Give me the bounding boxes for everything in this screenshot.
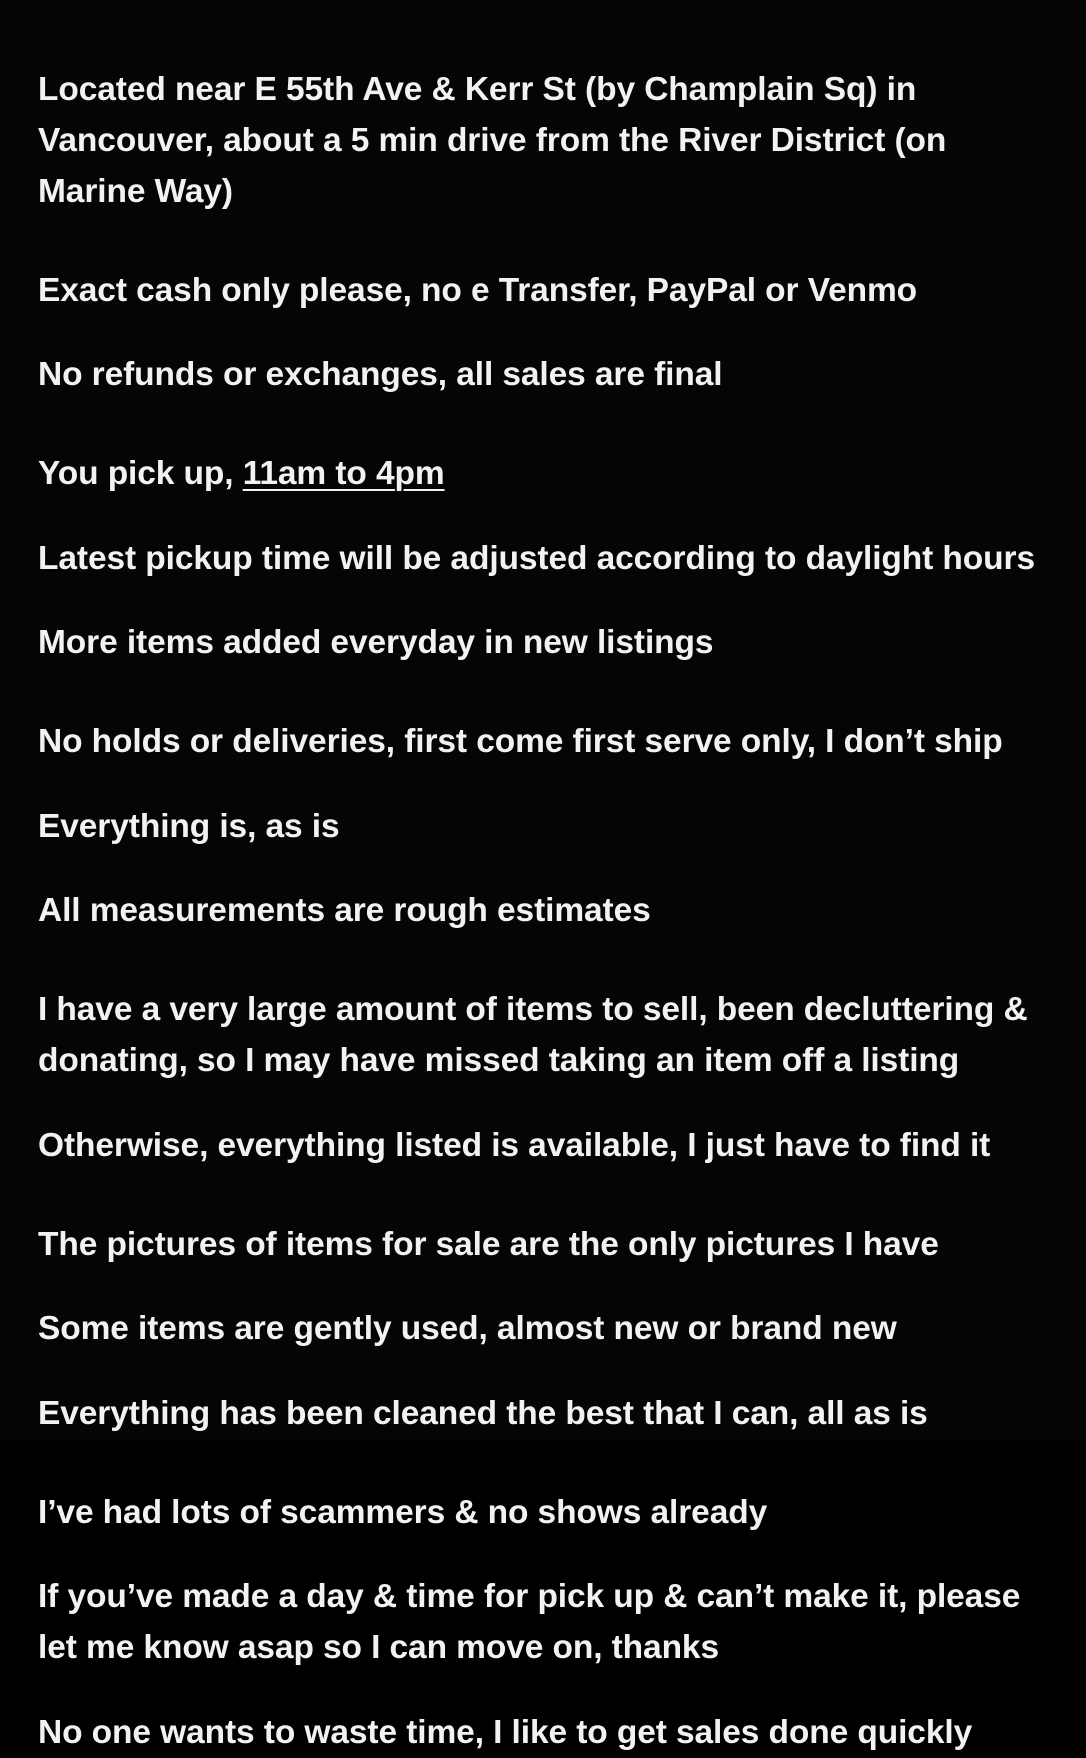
text-line: If you’ve made a day & time for pick up & can’t make it, please let me know asap so I can move on, thanks (38, 1578, 1030, 1666)
text-line: No one wants to waste time, I like to get sales done quickly (38, 1713, 973, 1751)
text-block-inventory (38, 984, 1052, 1171)
text-block-policies (38, 716, 1052, 936)
text-block-scammers (38, 1487, 1052, 1758)
text-line: The pictures of items for sale are the only pictures I have (38, 1225, 939, 1263)
text-line-pickup-hours (38, 448, 1052, 499)
text-line: Otherwise, everything listed is available, I just have to find it (38, 1126, 991, 1164)
text-line: No refunds or exchanges, all sales are final (38, 356, 723, 393)
text-block-payment (38, 265, 1052, 401)
pickup-prefix: You pick up, (38, 455, 243, 492)
text-line: No holds or deliveries, first come first serve only, I don’t ship (38, 723, 1003, 760)
text-block-pickup (38, 448, 1052, 668)
pickup-hours-emphasis: 11am to 4pm (242, 455, 445, 492)
text-line: More items added everyday in new listings (38, 624, 714, 661)
text-line: Everything is, as is (38, 807, 340, 845)
text-line: All measurements are rough estimates (38, 892, 651, 929)
text-line: Some items are gently used, almost new or brand new (38, 1310, 897, 1347)
text-line: I have a very large amount of items to sell, been decluttering & donating, so I may have missed taking an item off a listing (38, 991, 1037, 1079)
text-block-condition (38, 1219, 1052, 1439)
text-line: Exact cash only please, no e Transfer, PayPal or Venmo (38, 271, 918, 309)
text-line: Located near E 55th Ave & Kerr St (by Champlain Sq) in Vancouver, about a 5 min drive from the River District (on Marine Way) (38, 70, 956, 210)
text-line: Latest pickup time will be adjusted according to daylight hours (38, 539, 1035, 577)
text-line: I’ve had lots of scammers & no shows already (38, 1493, 768, 1531)
text-block-location (38, 64, 1052, 217)
text-line: Everything has been cleaned the best that I can, all as is (38, 1394, 928, 1432)
